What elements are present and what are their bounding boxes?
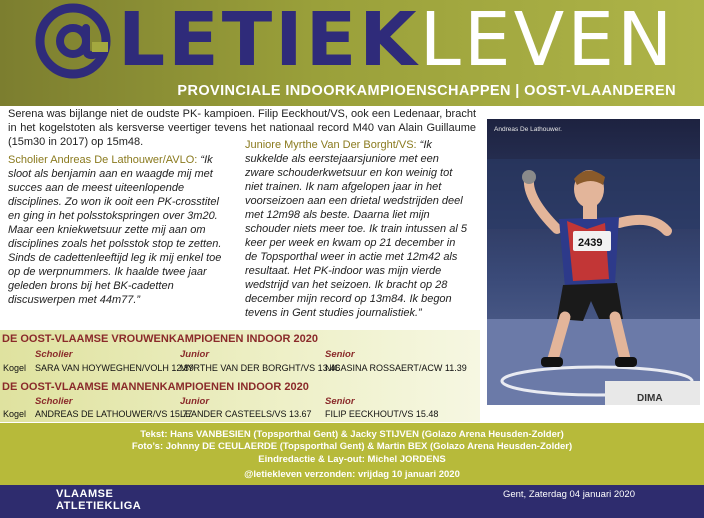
result-cell: NICASINA ROSSAERT/ACW 11.39 <box>325 363 467 373</box>
masthead-subtitle: PROVINCIALE INDOORKAMPIOENSCHAPPEN | OOST-VLAANDEREN <box>177 83 676 99</box>
quote-2-text: “Ik sukkelde als eerstejaarsjuniore met een zware schouderkwetsuur en kon weinig tot niet trainen. Ik nam afgelopen jaar in het voorseizoen aan een drietal wedstrijden deel met 12m98 als beste. Daarna liet mijn schouder niets meer toe. Ik train intussen al 5 keer per week en kwam op 21 december in de Topsporthal weer in actie met 12m42 als resultaat. Het PK-indoor was mijn vierde wedstrijd van het seizoen. Ik bracht op 28 december mijn record op 13m84. Ik begon tevens in Gent studies journalistiek.” <box>245 139 467 319</box>
masthead-subtitle-bar <box>0 82 704 104</box>
result-cell: SARA VAN HOYWEGHEN/VOLH 12.89 <box>35 363 194 373</box>
event-label: Kogel <box>3 363 27 373</box>
result-cell: LEANDER CASTEELS/VS 13.67 <box>180 409 312 419</box>
category-scholier: Scholier <box>35 349 73 360</box>
footer <box>0 485 704 518</box>
result-cell: FILIP EECKHOUT/VS 15.48 <box>325 409 439 419</box>
credits-bar <box>0 423 704 485</box>
photo-caption: Andreas De Lathouwer. <box>494 126 562 133</box>
women-champions-heading: DE OOST-VLAAMSE VROUWENKAMPIOENEN INDOOR 2020 <box>2 333 318 345</box>
bib-number: 2439 <box>578 237 603 249</box>
masthead <box>0 0 704 106</box>
org-logo <box>56 488 141 512</box>
credit-editor: Eindredactie & Lay-out: Michel JORDENS <box>258 454 446 465</box>
result-cell: ANDREAS DE LATHOUWER/VS 15.77 <box>35 409 193 419</box>
category-scholier: Scholier <box>35 396 73 407</box>
category-junior: Junior <box>180 349 210 360</box>
results-panel <box>0 330 480 422</box>
at-sign-logo-icon <box>34 2 112 80</box>
quote-1-text: “Ik sloot als benjamin aan en waagde mij met succes aan de meest uiteenlopende disciplines. Zo won ik ooit een PK-crosstitel en ging in het polsstokspringen over 3m20. Maar een kniekwetsuur zette mij aan om disciplines zoals het polsstok stop te zetten. Sinds de cadettenleeftijd leg ik mij enkel toe op de werpnummers. Ik haalde twee jaar geleden brons bij het BK-cadetten discuswerpen met 44m77.” <box>8 154 222 306</box>
org-name-line-1: VLAAMSE <box>56 488 114 500</box>
issue-date: Gent, Zaterdag 04 januari 2020 <box>502 489 635 500</box>
masthead-title <box>118 0 675 82</box>
org-name-line-2: ATLETIEKLIGA <box>56 500 142 512</box>
credit-text: Tekst: Hans VANBESIEN (Topsporthal Gent) & Jacky STIJVEN (Golazo Arena Heusden-Zolder) <box>140 429 564 440</box>
quote-column-2 <box>245 138 470 320</box>
men-champions-heading: DE OOST-VLAAMSE MANNENKAMPIOENEN INDOOR 2020 <box>2 381 309 393</box>
result-cell: MYRTHE VAN DER BORGHT/VS 13.46 <box>180 363 341 373</box>
category-junior: Junior <box>180 396 210 407</box>
banner-text: DIMA <box>637 393 663 404</box>
quote-2-author: Juniore Myrthe Van Der Borght/VS: <box>245 139 417 151</box>
masthead-title-leven: LEVEN <box>419 0 676 83</box>
category-senior: Senior <box>325 396 355 407</box>
athlete-photo <box>487 119 700 405</box>
credit-photos: Foto’s: Johnny DE CEULAERDE (Topsporthal Gent) & Martin BEX (Golazo Arena Heusden-Zolder) <box>131 441 573 452</box>
quote-1-author: Scholier Andreas De Lathouwer/AVLO: <box>8 154 198 166</box>
category-senior: Senior <box>325 349 355 360</box>
masthead-title-letiek: LETIEK <box>118 0 420 83</box>
sent-date: @letiekleven verzonden: vrijdag 10 januari 2020 <box>244 469 460 480</box>
shot-putter-illustration <box>487 119 700 405</box>
intro-paragraph: Serena was bijlange niet de oudste PK- kampioen. Filip Eeckhout/VS, ook een Ledenaar, bracht in het kogelstoten als kersverse veertiger tevens het nationaal record M40 van Alain Guillaume (15m30 in 2017) op 15m48. <box>8 108 476 148</box>
quote-column-1 <box>8 153 230 307</box>
event-label: Kogel <box>3 409 27 419</box>
